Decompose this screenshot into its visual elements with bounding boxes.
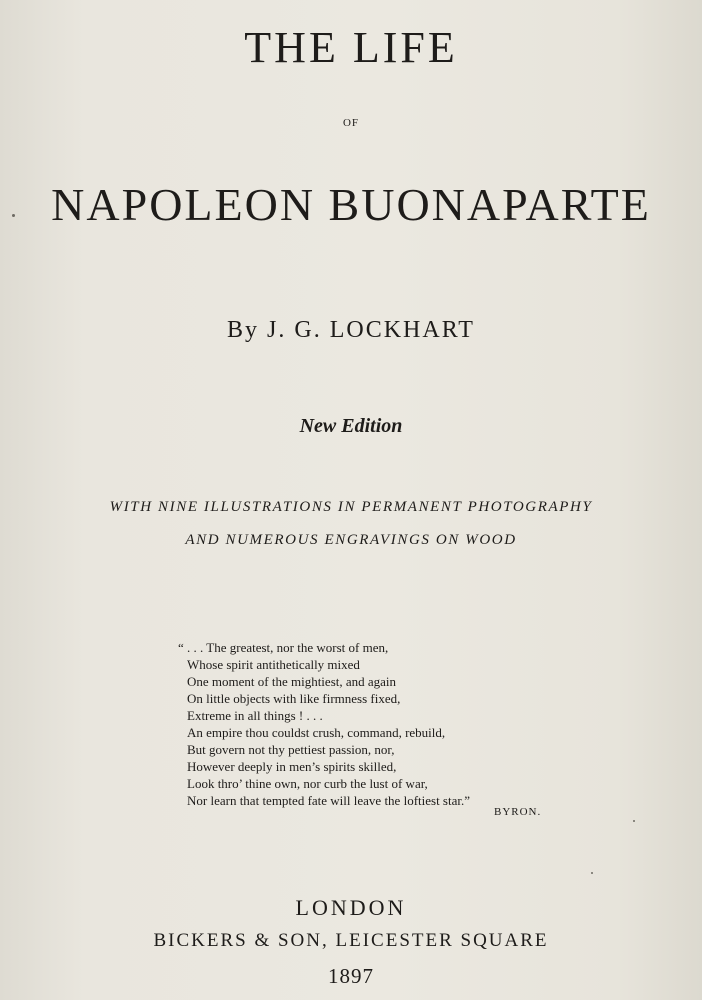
title-of: OF	[342, 117, 360, 129]
imprint-publisher: BICKERS & SON, LEICESTER SQUARE	[153, 930, 549, 951]
imprint-year: 1897	[328, 964, 374, 988]
illustrations-line-2: AND NUMEROUS ENGRAVINGS ON WOOD	[185, 532, 517, 548]
paper-speck	[12, 214, 15, 217]
imprint-city: LONDON	[295, 895, 407, 920]
epigraph-poem	[178, 639, 558, 809]
illustrations-line-1: WITH NINE ILLUSTRATIONS IN PERMANENT PHOTOGRAPHY	[109, 499, 593, 515]
poem-line: On little objects with like firmness fixed,	[187, 691, 401, 706]
paper-speck	[591, 872, 593, 874]
poem-line: One moment of the mightiest, and again	[187, 674, 397, 689]
title-line-2: NAPOLEON BUONAPARTE	[51, 179, 651, 230]
edition-label: New Edition	[299, 415, 403, 437]
title-line-1: THE LIFE	[244, 23, 458, 72]
poem-line: However deeply in men’s spirits skilled,	[187, 759, 397, 774]
poem-line: Extreme in all things ! . . .	[187, 708, 323, 723]
paper-speck	[633, 820, 635, 822]
poem-line: An empire thou couldst crush, command, rebuild,	[187, 725, 446, 740]
poem-line: Nor learn that tempted fate will leave the loftiest star.”	[187, 793, 471, 808]
author-line: By J. G. LOCKHART	[227, 317, 475, 343]
poem-line: Look thro’ thine own, nor curb the lust of war,	[187, 776, 428, 791]
poem-line: But govern not thy pettiest passion, nor,	[187, 742, 395, 757]
poem-attribution: BYRON.	[494, 806, 542, 818]
poem-line: Whose spirit antithetically mixed	[187, 657, 360, 672]
poem-line: “ . . . The greatest, nor the worst of men,	[178, 640, 389, 655]
